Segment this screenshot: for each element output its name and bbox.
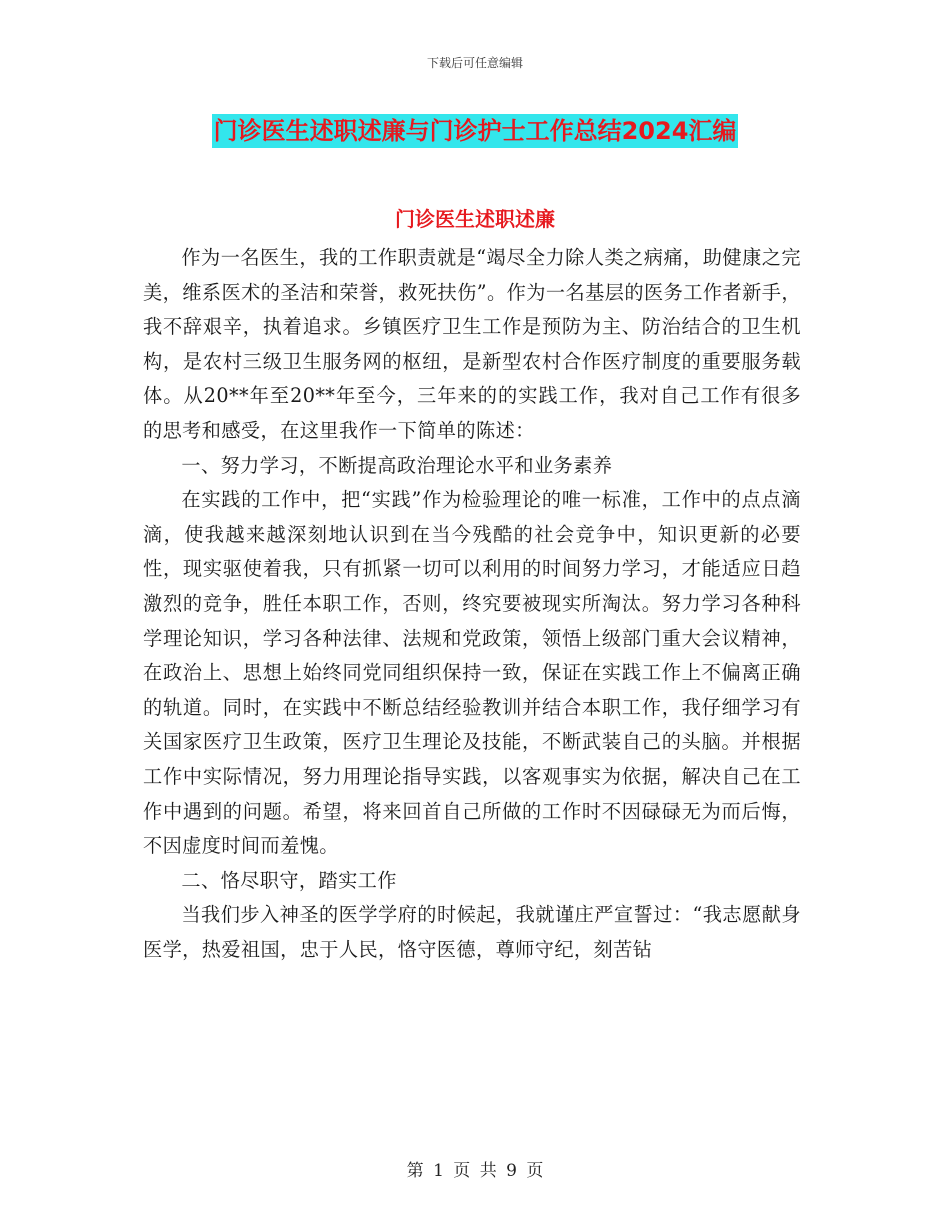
paragraph-heading-2: 二、恪尽职守，踏实工作 [181, 868, 397, 892]
section-title: 门诊医生述职述廉 [395, 207, 555, 231]
page-footer: 第 1 页 共 9 页 [406, 1161, 544, 1181]
document-title: 门诊医生述职述廉与门诊护士工作总结2024汇编 [212, 114, 739, 148]
document-title-container [0, 114, 950, 148]
paragraph-oath: 当我们步入神圣的医学学府的时候起，我就谨庄严宣誓过：“我志愿献身医学，热爱祖国，忠于人民，恪守医德，尊师守纪，刻苦钻 [143, 903, 801, 961]
paragraph-intro: 作为一名医生，我的工作职责就是“竭尽全力除人类之病痛，助健康之完美，维系医术的圣洁和荣誉，救死扶伤”。作为一名基层的医务工作者新手，我不辞艰辛，执着追求。乡镇医疗卫生工作是预防为主、防治结合的卫生机构，是农村三级卫生服务网的枢纽，是新型农村合作医疗制度的重要服务载体。从20**年至20**年至今，三年来的的实践工作，我对自己工作有很多的思考和感受，在这里我作一下简单的陈述： [143, 246, 801, 442]
paragraph-heading-1: 一、努力学习，不断提高政治理论水平和业务素养 [181, 453, 613, 477]
header-note: 下载后可任意编辑 [426, 56, 523, 70]
document-body [143, 241, 801, 967]
paragraph-study: 在实践的工作中，把“实践”作为检验理论的唯一标准，工作中的点点滴滴，使我越来越深刻地认识到在当今残酷的社会竞争中，知识更新的必要性，现实驱使着我，只有抓紧一切可以利用的时间努力学习，才能适应日趋激烈的竞争，胜任本职工作，否则，终究要被现实所淘汰。努力学习各种科学理论知识，学习各种法律、法规和党政策，领悟上级部门重大会议精神，在政治上、思想上始终同党同组织保持一致，保证在实践工作上不偏离正确的轨道。同时，在实践中不断总结经验教训并结合本职工作，我仔细学习有关国家医疗卫生政策，医疗卫生理论及技能，不断武装自己的头脑。并根据工作中实际情况，努力用理论指导实践，以客观事实为依据，解决自己在工作中遇到的问题。希望，将来回首自己所做的工作时不因碌碌无为而后悔，不因虚度时间而羞愧。 [143, 488, 801, 858]
